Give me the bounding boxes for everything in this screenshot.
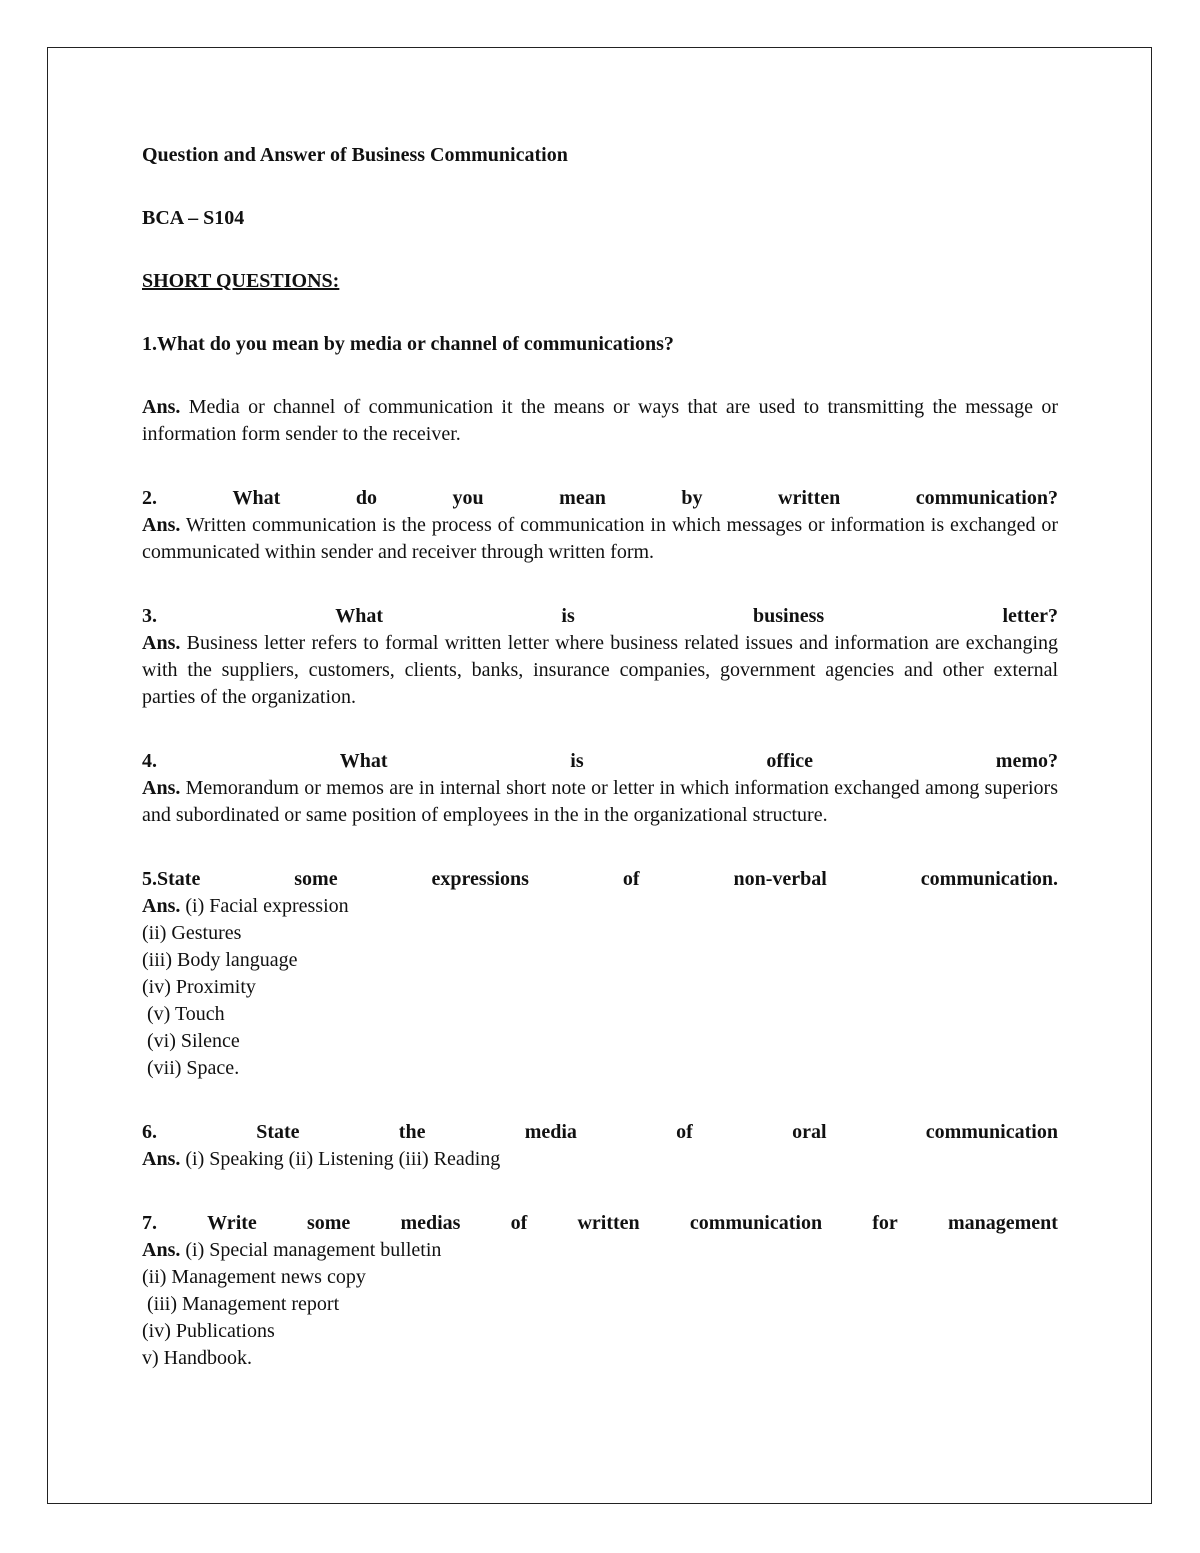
list-item: (iii) Management report <box>142 1293 340 1315</box>
answer-5 <box>142 893 1058 920</box>
question-word: by <box>681 487 703 509</box>
question-word: communication. <box>920 868 1058 890</box>
question-word: written <box>577 1212 640 1234</box>
section-heading: SHORT QUESTIONS: <box>142 270 340 292</box>
answer-1-block <box>142 394 1058 448</box>
answer-1 <box>142 394 1058 448</box>
question-word: communication <box>925 1121 1058 1143</box>
question-3 <box>142 603 1058 630</box>
question-word: memo? <box>995 750 1058 772</box>
question-word: What <box>335 605 384 627</box>
list-item: (iii) Body language <box>142 949 298 971</box>
answer-4 <box>142 775 1058 829</box>
qa-block-7 <box>142 1210 1058 1372</box>
question-1: 1.What do you mean by media or channel of communications? <box>142 333 674 355</box>
question-word: mean <box>559 487 606 509</box>
question-7 <box>142 1210 1058 1237</box>
qa-block-4 <box>142 748 1058 829</box>
list-item: (v) Touch <box>142 1003 225 1025</box>
answer-7-first-item: (i) Special management bulletin <box>180 1239 442 1261</box>
question-word: 5.State <box>142 868 201 890</box>
answer-1-text: Media or channel of communication it the means or ways that are used to transmitting the message or information form sender to the receiver. <box>142 396 1058 445</box>
list-item: (vii) Space. <box>142 1057 240 1079</box>
answer-2-text: Written communication is the process of communication in which messages or information is exchanged or communicated within sender and receiver through written form. <box>142 514 1058 563</box>
list-item: v) Handbook. <box>142 1347 252 1369</box>
qa-block-6 <box>142 1119 1058 1173</box>
list-item: (vi) Silence <box>142 1030 240 1052</box>
question-word: 7. <box>142 1212 157 1234</box>
question-word: office <box>766 750 814 772</box>
question-word: What <box>339 750 388 772</box>
question-4 <box>142 748 1058 775</box>
question-word: 2. <box>142 487 157 509</box>
list-item: (iv) Publications <box>142 1320 275 1342</box>
question-word: do <box>355 487 377 509</box>
answer-label: Ans. <box>142 1148 181 1170</box>
question-word: some <box>306 1212 351 1234</box>
document-title: Question and Answer of Business Communication <box>142 144 568 166</box>
list-item: (ii) Gestures <box>142 922 242 944</box>
answer-label: Ans. <box>142 632 181 654</box>
question-word: for <box>872 1212 898 1234</box>
question-word: the <box>398 1121 426 1143</box>
answer-2 <box>142 512 1058 566</box>
list-item: (ii) Management news copy <box>142 1266 366 1288</box>
question-word: media <box>524 1121 577 1143</box>
question-word: some <box>294 868 338 890</box>
qa-block-2 <box>142 485 1058 566</box>
answer-7 <box>142 1237 1058 1264</box>
answer-label: Ans. <box>142 514 181 536</box>
question-word: Write <box>207 1212 257 1234</box>
answer-label: Ans. <box>142 777 181 799</box>
course-code: BCA – S104 <box>142 207 245 229</box>
question-word: 4. <box>142 750 157 772</box>
question-word: State <box>256 1121 300 1143</box>
answer-5-first-item: (i) Facial expression <box>180 895 349 917</box>
answer-6 <box>142 1146 1058 1173</box>
answer-6-text: (i) Speaking (ii) Listening (iii) Reading <box>180 1148 501 1170</box>
question-6 <box>142 1119 1058 1146</box>
answer-label: Ans. <box>142 396 181 418</box>
qa-block-5 <box>142 866 1058 1082</box>
question-word: management <box>947 1212 1058 1234</box>
answer-label: Ans. <box>142 895 181 917</box>
question-word: letter? <box>1002 605 1058 627</box>
answer-3 <box>142 630 1058 711</box>
question-word: of <box>510 1212 528 1234</box>
question-2 <box>142 485 1058 512</box>
question-word: non-verbal <box>733 868 827 890</box>
question-word: What <box>232 487 281 509</box>
question-word: of <box>622 868 640 890</box>
question-5 <box>142 866 1058 893</box>
list-item: (iv) Proximity <box>142 976 256 998</box>
question-word: communication? <box>915 487 1058 509</box>
document-body <box>142 142 1058 1409</box>
answer-label: Ans. <box>142 1239 181 1261</box>
question-word: 6. <box>142 1121 157 1143</box>
question-word: is <box>561 605 575 627</box>
question-word: is <box>570 750 584 772</box>
qa-block-3 <box>142 603 1058 711</box>
question-word: 3. <box>142 605 157 627</box>
question-word: communication <box>689 1212 823 1234</box>
answer-4-text: Memorandum or memos are in internal short note or letter in which information exchanged among superiors and subordinated or same position of employees in the in the organizational structure. <box>142 777 1058 826</box>
question-word: business <box>753 605 825 627</box>
question-word: expressions <box>431 868 529 890</box>
question-word: written <box>778 487 841 509</box>
question-word: medias <box>400 1212 461 1234</box>
question-word: of <box>676 1121 693 1143</box>
answer-3-text: Business letter refers to formal written letter where business related issues and information are exchanging with the suppliers, customers, clients, banks, insurance companies, government agencies and other external parties of the organization. <box>142 632 1058 708</box>
question-word: oral <box>792 1121 827 1143</box>
question-word: you <box>452 487 484 509</box>
